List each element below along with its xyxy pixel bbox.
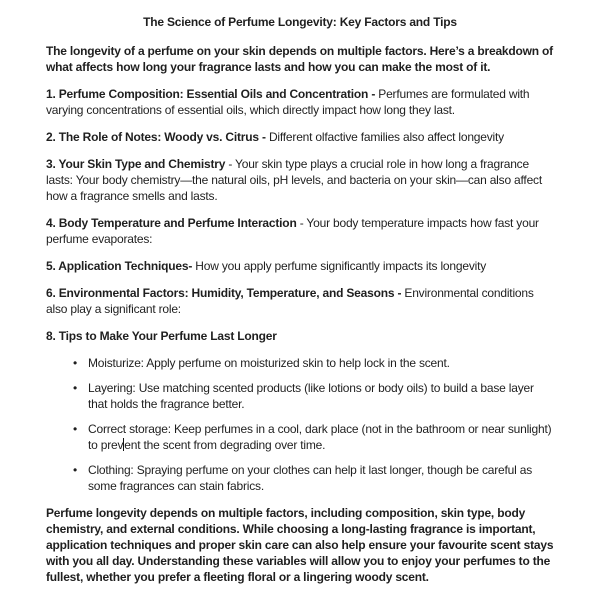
list-item-text: Layering: Use matching scented products (like lotions or body oils) to build a base layer that holds the fragrance better. <box>88 381 534 411</box>
section-6-heading: 6. Environmental Factors: Humidity, Temperature, and Seasons - <box>46 286 402 300</box>
section-3-text: - Your skin type plays a crucial role in how long a fragrance lasts: Your body chemistry—the natural oils, pH levels, and bacteria on your skin—can also affect how a fragrance smells and lasts. <box>46 157 542 203</box>
list-item-layering <box>88 380 554 412</box>
section-5-heading: 5. Application Techniques- <box>46 259 193 273</box>
section-1-paragraph <box>46 86 554 118</box>
tips-list <box>46 355 554 494</box>
document-title: The Science of Perfume Longevity: Key Factors and Tips <box>143 15 457 29</box>
section-5-text: How you apply perfume significantly impacts its longevity <box>192 259 487 273</box>
list-item-text-before-caret: Correct storage: Keep perfumes in a cool, dark place (not in the bathroom or near sunlight) to prev <box>88 422 552 452</box>
list-item-storage <box>88 421 554 453</box>
list-item-moisturize <box>88 355 554 371</box>
list-item-text-after-caret: ent the scent from degrading over time. <box>124 438 326 452</box>
section-1-text: Perfumes are formulated with varying concentrations of essential oils, which directly impact how long they last. <box>46 87 530 117</box>
list-item-clothing <box>88 462 554 494</box>
section-4-heading: 4. Body Temperature and Perfume Interaction <box>46 216 297 230</box>
list-item-text: Moisturize: Apply perfume on moisturized skin to help lock in the scent. <box>88 356 450 370</box>
section-8-paragraph <box>46 328 554 344</box>
section-6-text: Environmental conditions also play a significant role: <box>46 286 534 316</box>
conclusion-paragraph: Perfume longevity depends on multiple factors, including composition, skin type, body chemistry, and external conditions. While choosing a long-lasting fragrance is important, application techniques and proper skin care can also help ensure your favourite scent stays with you all day. Understanding these variables will allow you to enjoy your perfumes to the fullest, whether you prefer a fleeting floral or a lingering woody scent. <box>46 506 554 584</box>
section-6-paragraph <box>46 285 554 317</box>
section-2-text: Different olfactive families also affect longevity <box>265 130 504 144</box>
section-2-paragraph <box>46 129 554 145</box>
list-item-text: Clothing: Spraying perfume on your clothes can help it last longer, though be careful as some fragrances can stain fabrics. <box>88 463 533 493</box>
section-8-heading: 8. Tips to Make Your Perfume Last Longer <box>46 329 277 343</box>
section-3-heading: 3. Your Skin Type and Chemistry <box>46 157 226 171</box>
section-5-paragraph <box>46 258 554 274</box>
section-4-paragraph <box>46 215 554 247</box>
intro-paragraph: The longevity of a perfume on your skin depends on multiple factors. Here’s a breakdown of what affects how long your fragrance lasts and how you can make the most of it. <box>46 44 553 74</box>
section-2-heading: 2. The Role of Notes: Woody vs. Citrus - <box>46 130 266 144</box>
section-4-text: - Your body temperature impacts how fast your perfume evaporates: <box>46 216 539 246</box>
section-3-paragraph <box>46 156 554 204</box>
section-1-heading: 1. Perfume Composition: Essential Oils and Concentration - <box>46 87 376 101</box>
